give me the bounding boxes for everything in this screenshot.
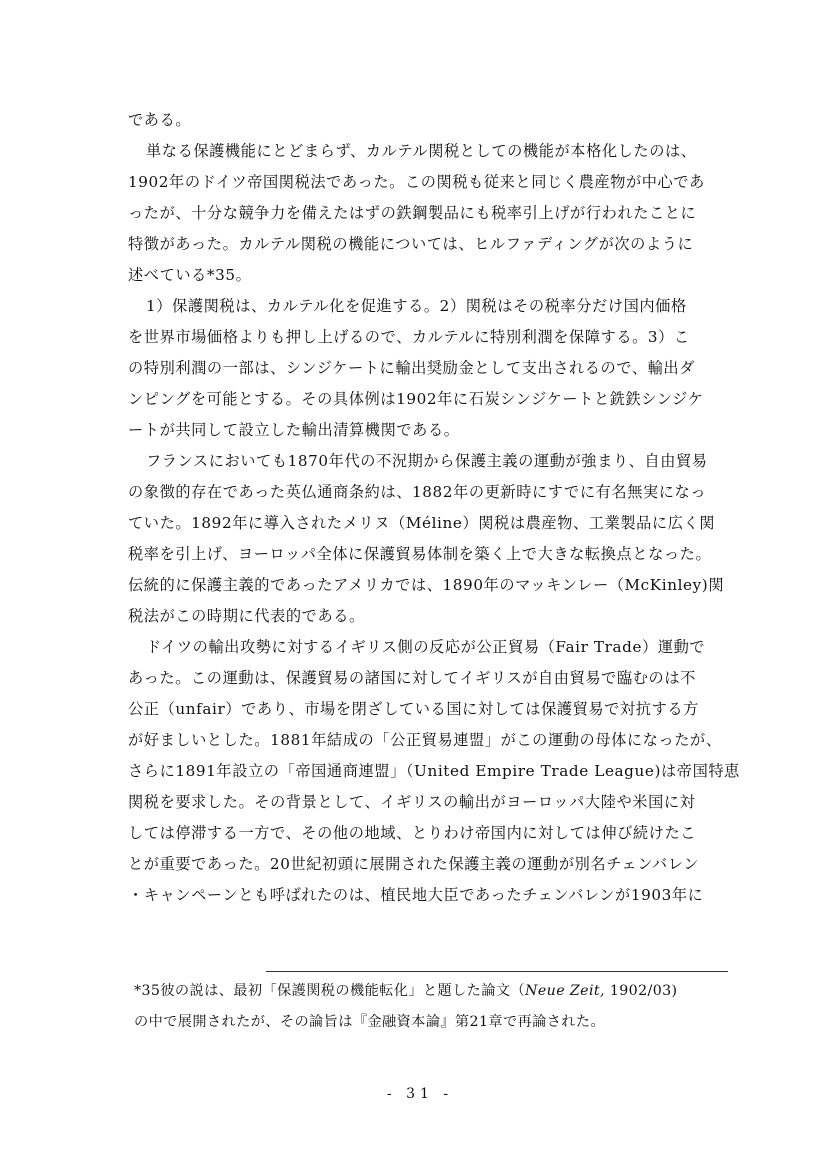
text-line: ンピングを可能とする。その具体例は1902年に石炭シンジケートと銑鉄シンジケ: [128, 390, 704, 408]
text-line: しては停滞する一方で、その他の地域、とりわけ帝国内に対しては伸び続けたこ: [128, 824, 697, 842]
text-line: 公正（unfair）であり、市場を閉ざしている国に対しては保護貿易で対抗する方: [128, 700, 699, 718]
text-line: ・キャンペーンとも呼ばれたのは、植民地大臣であったチェンバレンが1903年に: [128, 886, 704, 904]
text-line: とが重要であった。20世紀初頭に展開された保護主義の運動が別名チェンバレン: [128, 855, 700, 873]
text-line: フランスにおいても1870年代の不況期から保護主義の運動が強まり、自由貿易: [146, 452, 708, 470]
text-line: 1）保護関税は、カルテル化を促進する。2）関税はその税率分だけ国内価格: [146, 297, 687, 315]
text-line: 述べている*35。: [128, 266, 252, 284]
text-line: の象徴的存在であった英仏通商条約は、1882年の更新時にすでに有名無実になっ: [128, 483, 707, 501]
text-line: 伝統的に保護主義的であったアメリカでは、1890年のマッキンレー（McKinley)関: [128, 576, 725, 594]
text-line: 1902年のドイツ帝国関税法であった。この関税も従来と同じく農産物が中心であ: [128, 173, 705, 191]
text-line: を世界市場価格よりも押し上げるので、カルテルに特別利潤を保障する。3）こ: [128, 328, 690, 346]
text-line: ていた。1892年に導入されたメリヌ（Méline）関税は農産物、工業製品に広く関: [128, 514, 716, 532]
text-line: 税率を引上げ、ヨーロッパ全体に保護貿易体制を築く上で大きな転換点となった。: [128, 545, 712, 563]
footnote-text: 1902/03): [604, 983, 678, 999]
footnote-line: の中で展開されたが、その論旨は『金融資本論』第21章で再論された。: [134, 1014, 606, 1030]
text-line: が好ましいとした。1881年結成の「公正貿易連盟」がこの運動の母体になったが、: [128, 731, 722, 749]
footnote-journal-title: Neue Zeit,: [525, 983, 605, 999]
text-line: あった。この運動は、保護貿易の諸国に対してイギリスが自由貿易で臨むのは不: [128, 669, 696, 687]
text-line: である。: [128, 111, 192, 129]
text-line: の特別利潤の一部は、シンジケートに輸出奨励金として支出されるので、輸出ダ: [128, 359, 695, 377]
text-line: さらに1891年設立の「帝国通商連盟」（United Empire Trade League)は帝国特恵: [128, 762, 740, 780]
footnote-line: [134, 981, 734, 1001]
text-line: ったが、十分な競争力を備えたはずの鉄鋼製品にも税率引上げが行われたことに: [128, 204, 697, 222]
text-line: 税法がこの時期に代表的である。: [128, 607, 365, 625]
footnote-divider: [266, 971, 728, 972]
text-line: ドイツの輸出攻勢に対するイギリス側の反応が公正貿易（Fair Trade）運動で: [146, 638, 706, 656]
text-line: ートが共同して設立した輸出清算機関である。: [128, 421, 460, 439]
page-number: - 31 -: [386, 1086, 454, 1102]
footnote-text: *35彼の説は、最初「保護関税の機能転化」と題した論文（: [134, 983, 526, 999]
text-line: 単なる保護機能にとどまらず、カルテル関税としての機能が本格化したのは、: [146, 142, 697, 160]
text-line: 関税を要求した。その背景として、イギリスの輸出がヨーロッパ大陸や米国に対: [128, 793, 696, 811]
text-line: 特徴があった。カルテル関税の機能については、ヒルファディングが次のように: [128, 235, 694, 253]
